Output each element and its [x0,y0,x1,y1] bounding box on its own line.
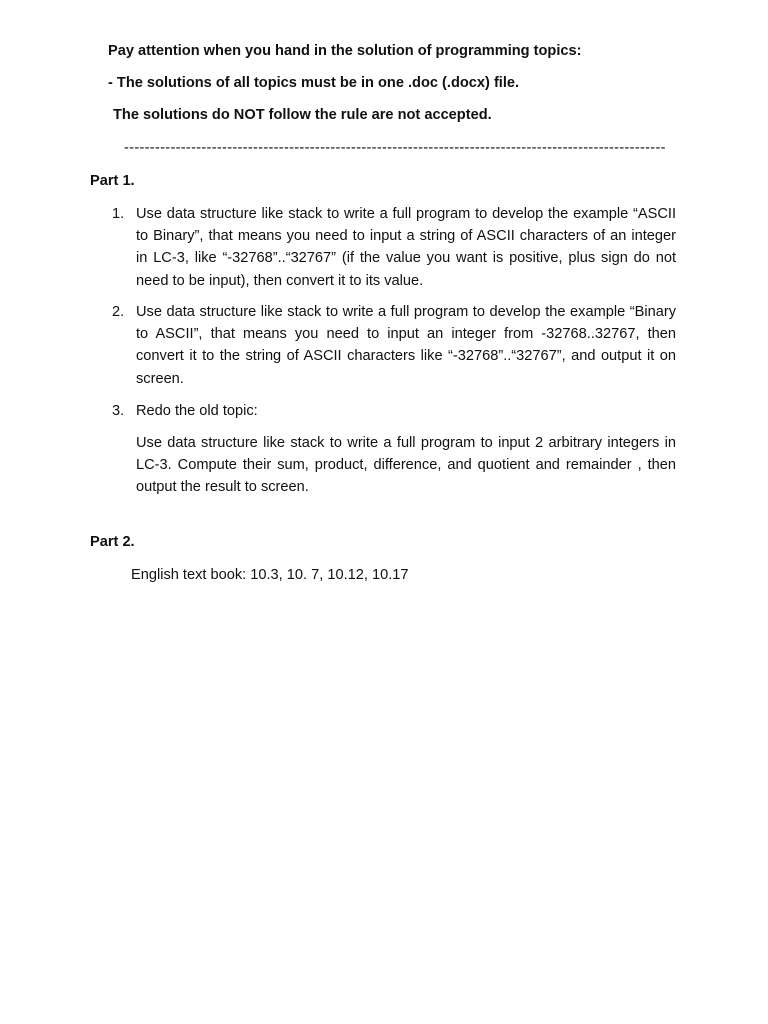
list-item-number: 1. [112,206,125,222]
part1-heading: Part 1. [90,173,135,189]
list-item-text: Use data structure like stack to write a full program to develop the example “ASCII to Binary”, that means you need to input a string of ASCII characters of an integer in LC-3, like “-32768”..“32767” (if the value you want is positive, plus sign do not need to be input), then convert it to its value. [136,206,676,289]
notice-line-1: Pay attention when you hand in the solution of programming topics: [108,43,582,59]
list-item-text: Use data structure like stack to write a full program to develop the example “Binary to ASCII”, that means you need to input an integer from -32768..32767, then convert it to the string of ASCII characters like “-32768”..“32767”, and output it on screen. [136,304,676,387]
divider-line: --------------------------------------------------------------------------------------------------------- [124,140,666,156]
part2-heading: Part 2. [90,534,135,550]
part2-text: English text book: 10.3, 10. 7, 10.12, 10.17 [131,567,409,583]
list-item-subtext: Use data structure like stack to write a full program to input 2 arbitrary integers in LC-3. Compute their sum, product, difference, and quotient and remainder , then output the result to screen. [136,435,676,496]
list-item-text: Redo the old topic: [136,403,258,419]
list-item-number: 2. [112,304,125,320]
notice-line-2: - The solutions of all topics must be in one .doc (.docx) file. [108,75,520,91]
notice-line-3: The solutions do NOT follow the rule are not accepted. [113,107,492,123]
list-item-number: 3. [112,403,125,419]
